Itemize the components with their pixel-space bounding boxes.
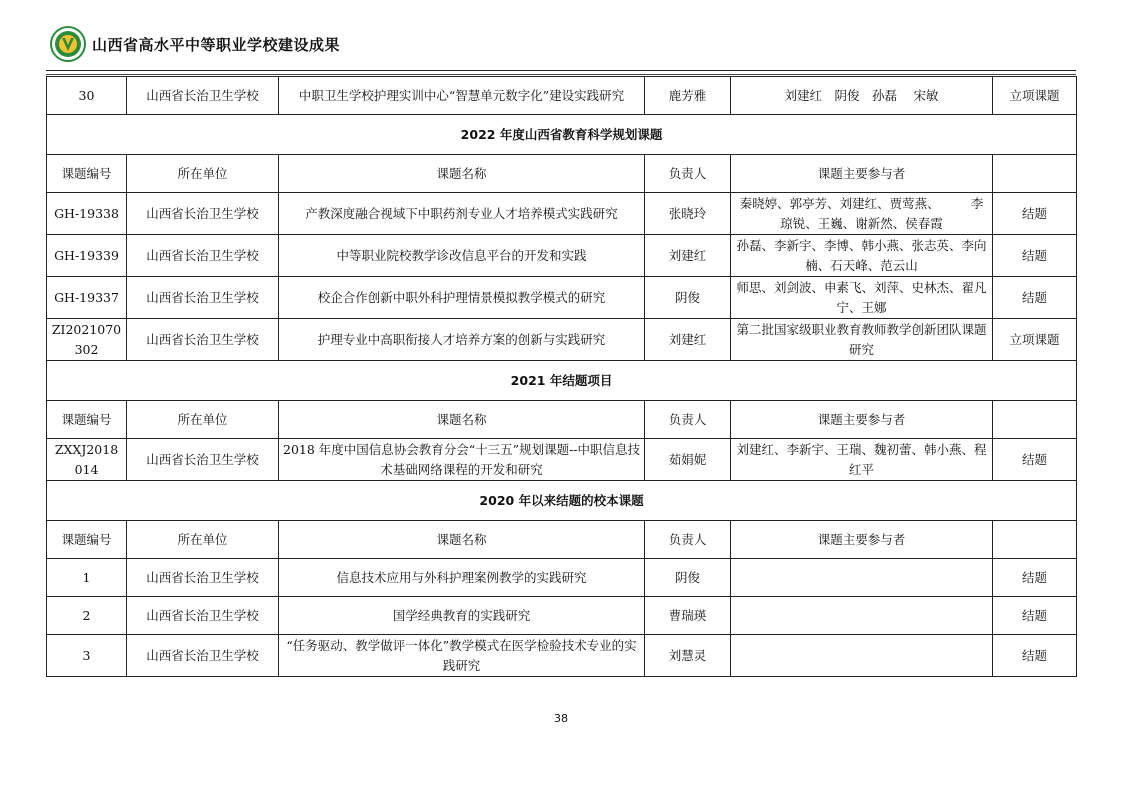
- table-row: [47, 439, 1077, 481]
- header-id: 课题编号: [47, 155, 127, 193]
- research-projects-table: [46, 76, 1077, 677]
- cell-id: GH-19337: [47, 277, 127, 319]
- table-row: [47, 319, 1077, 361]
- cell-participants: 刘建红、李新宇、王瑞、魏初蕾、韩小燕、程红平: [731, 439, 993, 481]
- cell-status: 立项课题: [993, 77, 1077, 115]
- table-row: [47, 77, 1077, 115]
- cell-name: “任务驱动、教学做评一体化”教学模式在医学检验技术专业的实践研究: [279, 635, 645, 677]
- section-title: 2022 年度山西省教育科学规划课题: [47, 115, 1077, 155]
- cell-unit: 山西省长治卫生学校: [127, 597, 279, 635]
- header-unit: 所在单位: [127, 155, 279, 193]
- cell-unit: 山西省长治卫生学校: [127, 559, 279, 597]
- column-header-row: [47, 155, 1077, 193]
- header-participants: 课题主要参与者: [731, 401, 993, 439]
- cell-status: 立项课题: [993, 319, 1077, 361]
- cell-unit: 山西省长治卫生学校: [127, 235, 279, 277]
- cell-participants: [731, 635, 993, 677]
- header-name: 课题名称: [279, 401, 645, 439]
- header-unit: 所在单位: [127, 401, 279, 439]
- cell-unit: 山西省长治卫生学校: [127, 77, 279, 115]
- cell-lead: 刘建红: [645, 235, 731, 277]
- header-lead: 负责人: [645, 401, 731, 439]
- header-status: [993, 155, 1077, 193]
- cell-status: 结题: [993, 635, 1077, 677]
- column-header-row: [47, 521, 1077, 559]
- cell-lead: 刘慧灵: [645, 635, 731, 677]
- header-rule: [46, 70, 1076, 71]
- cell-name: 国学经典教育的实践研究: [279, 597, 645, 635]
- table-row: [47, 635, 1077, 677]
- cell-lead: 茹娟妮: [645, 439, 731, 481]
- cell-unit: 山西省长治卫生学校: [127, 319, 279, 361]
- page-header: [46, 20, 1076, 70]
- header-rule-thin: [46, 74, 1076, 75]
- cell-participants: [731, 559, 993, 597]
- table-row: [47, 235, 1077, 277]
- cell-status: 结题: [993, 559, 1077, 597]
- cell-status: 结题: [993, 597, 1077, 635]
- cell-status: 结题: [993, 277, 1077, 319]
- header-name: 课题名称: [279, 155, 645, 193]
- cell-id: ZXXJ2018014: [47, 439, 127, 481]
- table-row: [47, 559, 1077, 597]
- cell-id: 2: [47, 597, 127, 635]
- cell-unit: 山西省长治卫生学校: [127, 277, 279, 319]
- cell-participants: 刘建红 阴俊 孙磊 宋敏: [731, 77, 993, 115]
- cell-name: 产教深度融合视域下中职药剂专业人才培养模式实践研究: [279, 193, 645, 235]
- cell-id: 1: [47, 559, 127, 597]
- cell-unit: 山西省长治卫生学校: [127, 193, 279, 235]
- header-status: [993, 401, 1077, 439]
- cell-name: 中职卫生学校护理实训中心“智慧单元数字化”建设实践研究: [279, 77, 645, 115]
- school-emblem-icon: [50, 26, 86, 62]
- section-title: 2021 年结题项目: [47, 361, 1077, 401]
- header-participants: 课题主要参与者: [731, 521, 993, 559]
- cell-participants: 孙磊、李新宇、李博、韩小燕、张志英、李向楠、石天峰、范云山: [731, 235, 993, 277]
- cell-participants: [731, 597, 993, 635]
- cell-lead: 阴俊: [645, 277, 731, 319]
- header-name: 课题名称: [279, 521, 645, 559]
- table-row: [47, 193, 1077, 235]
- section-title-row: [47, 361, 1077, 401]
- column-header-row: [47, 401, 1077, 439]
- cell-name: 校企合作创新中职外科护理情景模拟教学模式的研究: [279, 277, 645, 319]
- cell-lead: 刘建红: [645, 319, 731, 361]
- cell-id: GH-19339: [47, 235, 127, 277]
- cell-id: 30: [47, 77, 127, 115]
- cell-name: 信息技术应用与外科护理案例教学的实践研究: [279, 559, 645, 597]
- cell-participants: 秦晓婷、郭亭芳、刘建红、贾莺燕、 李琼锐、王巍、谢新然、侯春霞: [731, 193, 993, 235]
- header-lead: 负责人: [645, 155, 731, 193]
- cell-name: 护理专业中高职衔接人才培养方案的创新与实践研究: [279, 319, 645, 361]
- cell-id: GH-19338: [47, 193, 127, 235]
- header-lead: 负责人: [645, 521, 731, 559]
- table-row: [47, 597, 1077, 635]
- section-title-row: [47, 481, 1077, 521]
- cell-name: 中等职业院校教学诊改信息平台的开发和实践: [279, 235, 645, 277]
- cell-lead: 张晓玲: [645, 193, 731, 235]
- cell-lead: 曹瑞瑛: [645, 597, 731, 635]
- cell-id: ZI2021070302: [47, 319, 127, 361]
- document-header-title: 山西省高水平中等职业学校建设成果: [92, 36, 341, 54]
- section-title-row: [47, 115, 1077, 155]
- cell-lead: 鹿芳雅: [645, 77, 731, 115]
- section-title: 2020 年以来结题的校本课题: [47, 481, 1077, 521]
- cell-status: 结题: [993, 193, 1077, 235]
- header-unit: 所在单位: [127, 521, 279, 559]
- page-number: 38: [554, 712, 568, 725]
- cell-participants: 第二批国家级职业教育教师教学创新团队课题研究: [731, 319, 993, 361]
- cell-id: 3: [47, 635, 127, 677]
- header-status: [993, 521, 1077, 559]
- header-id: 课题编号: [47, 521, 127, 559]
- cell-unit: 山西省长治卫生学校: [127, 635, 279, 677]
- cell-unit: 山西省长治卫生学校: [127, 439, 279, 481]
- cell-participants: 师思、刘剑波、申素飞、刘萍、史林杰、翟凡宁、王娜: [731, 277, 993, 319]
- header-participants: 课题主要参与者: [731, 155, 993, 193]
- cell-name: 2018 年度中国信息协会教育分会“十三五”规划课题--中职信息技术基础网络课程的开发和研究: [279, 439, 645, 481]
- header-id: 课题编号: [47, 401, 127, 439]
- cell-status: 结题: [993, 235, 1077, 277]
- table-row: [47, 277, 1077, 319]
- cell-lead: 阴俊: [645, 559, 731, 597]
- cell-status: 结题: [993, 439, 1077, 481]
